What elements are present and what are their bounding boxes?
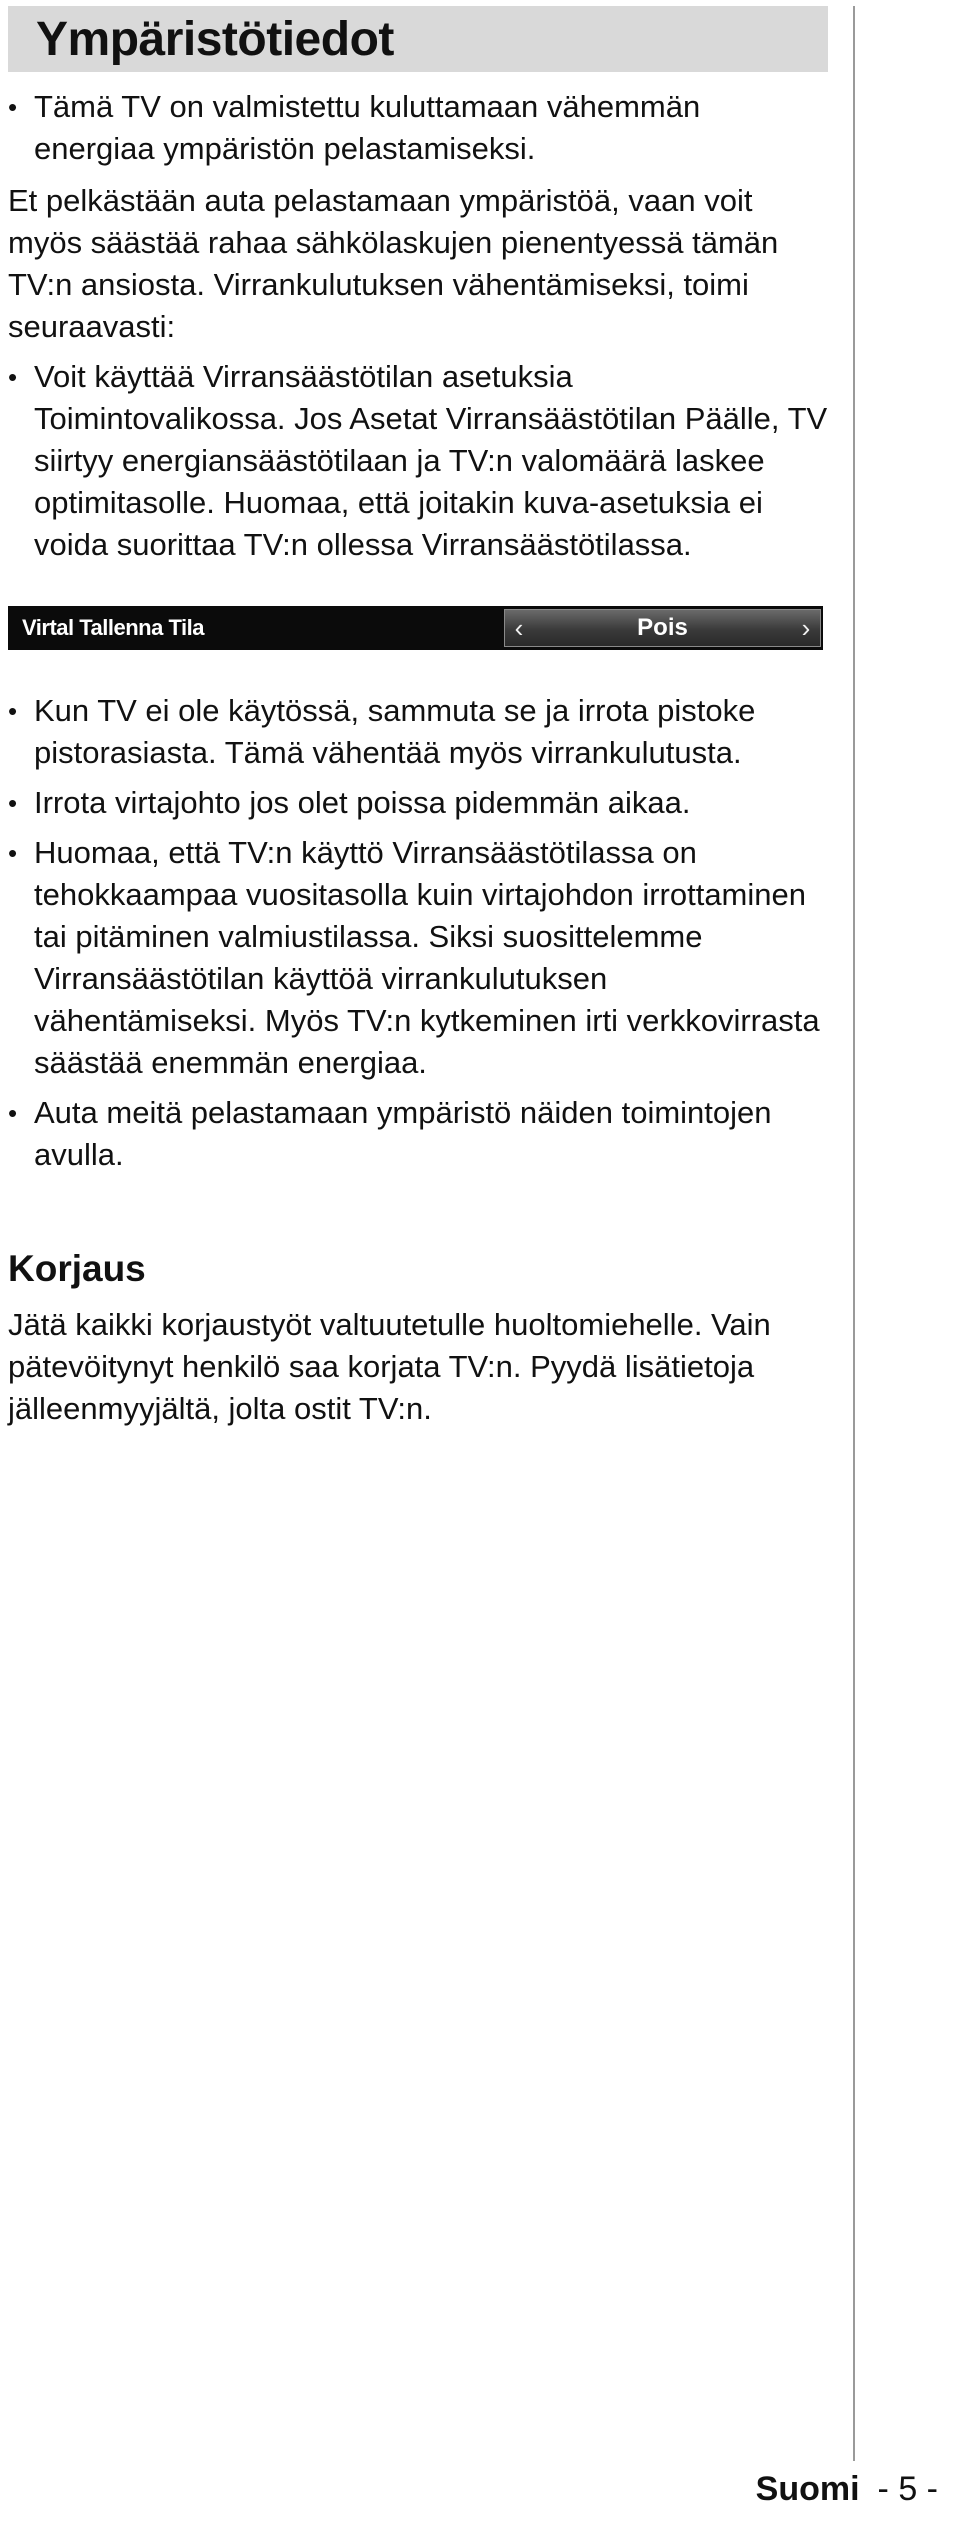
page-number: - 5 - — [877, 2470, 938, 2508]
left-arrow-icon[interactable]: ‹ — [514, 613, 524, 643]
page-heading: Ympäristötiedot — [36, 12, 394, 66]
right-arrow-icon[interactable]: › — [801, 613, 811, 643]
intro-paragraph: Et pelkästään auta pelastamaan ympäristöä, vaan voit myös säästää rahaa sähkölaskujen pienentyessä tämän TV:n ansiosta. Virrankulutuksen vähentämiseksi, toimi seuraavasti: — [8, 183, 779, 344]
selector-value: Pois — [637, 614, 688, 641]
section-title-korjaus: Korjaus — [8, 1248, 146, 1289]
footer-language: Suomi — [755, 2470, 860, 2508]
bullet-item: • Huomaa, että TV:n käyttö Virransäästötilassa on tehokkaampaa vuositasolla kuin virtajohdon irrottaminen tai pitäminen valmiustilassa. Siksi suosittelemme Virransäästötilan käyttöä virrankulutuksen vähentämiseksi. Myös TV:n kytkeminen irti verkkovirrasta säästää enemmän energiaa. — [8, 832, 828, 1084]
bullet-item-power-save: • Voit käyttää Virransäästötilan asetuksia Toimintovalikossa. Jos Asetat Virransäästötilan Päälle, TV siirtyy energiansäästötilaan ja TV:n valomäärä laskee optimitasolle. Huomaa, että joitakin kuva-asetuksia ei voida suorittaa TV:n ollessa Virransäästötilassa. — [8, 356, 828, 566]
column-divider — [853, 6, 855, 2461]
bullet-item: • Irrota virtajohto jos olet poissa pidemmän aikaa. — [8, 782, 828, 824]
power-save-menu-row — [8, 606, 823, 650]
bullet-item: • Tämä TV on valmistettu kuluttamaan vähemmän energiaa ympäristön pelastamiseksi. — [8, 86, 828, 170]
menu-label: Virtal Tallenna Tila — [22, 615, 204, 640]
bullet-item: • Auta meitä pelastamaan ympäristö näiden toimintojen avulla. — [8, 1092, 828, 1176]
content-column — [8, 6, 828, 1430]
page-footer — [756, 2470, 938, 2509]
bullet-item: • Kun TV ei ole käytössä, sammuta se ja irrota pistoke pistorasiasta. Tämä vähentää myös virrankulutusta. — [8, 690, 828, 774]
power-save-selector[interactable] — [504, 609, 821, 647]
section-heading-bar — [8, 6, 828, 72]
korjaus-paragraph: Jätä kaikki korjaustyöt valtuutetulle huoltomiehelle. Vain pätevöitynyt henkilö saa korjata TV:n. Pyydä lisätietoja jälleenmyyjältä, jolta ostit TV:n. — [8, 1307, 771, 1426]
